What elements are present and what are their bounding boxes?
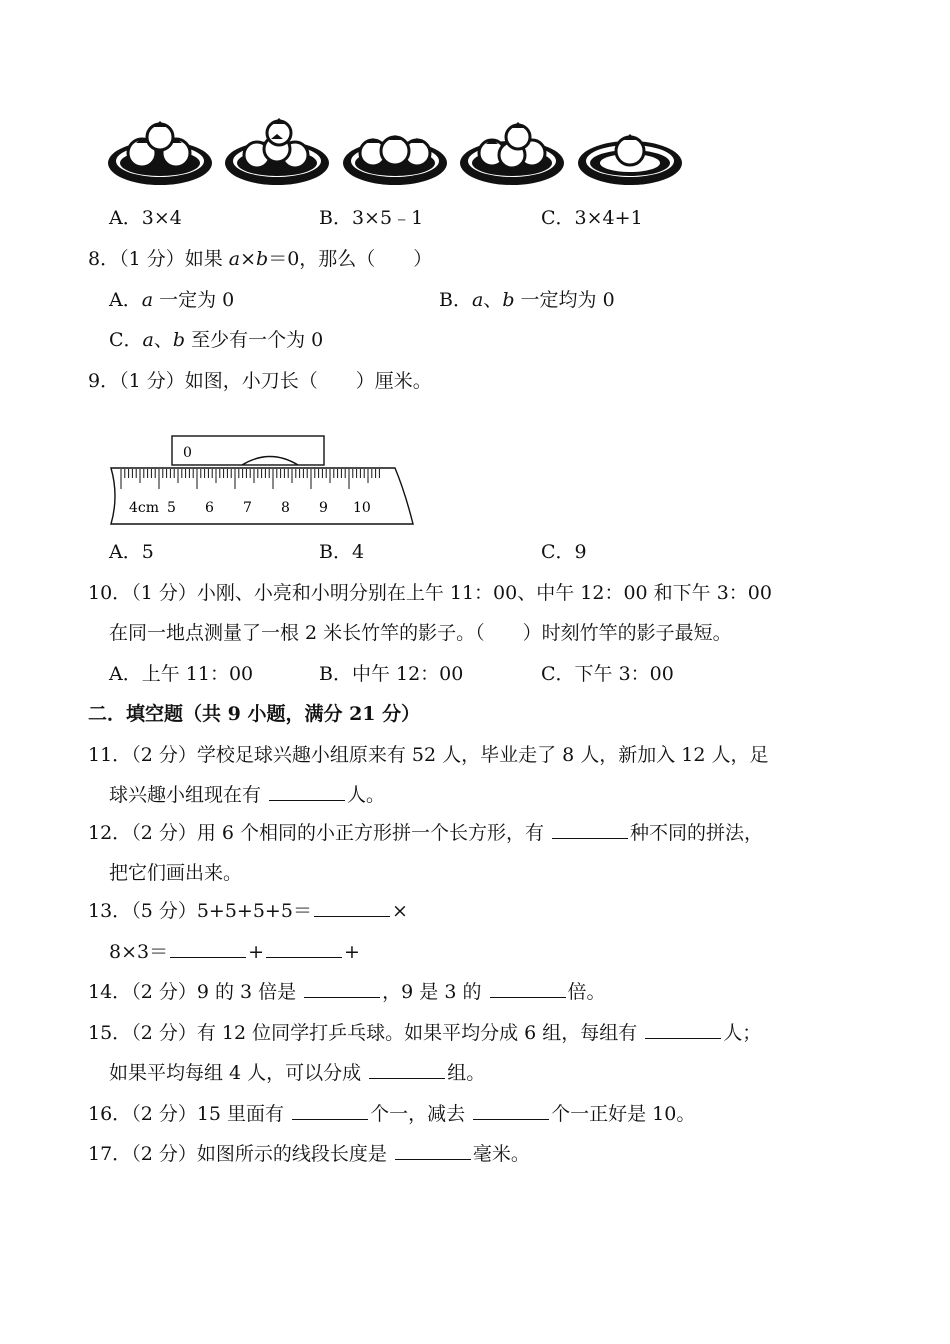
ruler-number-label: 9 [319,500,328,516]
q10-line1: 10．（1 分）小刚、小亮和小明分别在上午 11：00、中午 12：00 和下午 3：00 [88,582,772,604]
answer-blank[interactable] [292,1101,368,1120]
plate-1 [108,121,212,185]
q17-line: 17．（2 分）如图所示的线段长度是 毫米。 [88,1143,530,1165]
answer-blank[interactable] [552,820,628,839]
answer-blank[interactable] [490,979,566,998]
knife [172,436,324,465]
q7-option-a: A．3×4 [109,207,182,229]
q13-line1: 13．（5 分）5+5+5+5＝ × [88,900,408,922]
q15-line2: 如果平均每组 4 人，可以分成 组。 [109,1062,486,1084]
q10-option-b: B．中午 12：00 [319,663,464,685]
answer-blank[interactable] [395,1141,471,1160]
plate-5 [578,134,682,185]
q11-line2: 球兴趣小组现在有 人。 [109,784,386,806]
answer-blank[interactable] [266,939,342,958]
q7-option-c: C．3×4+1 [541,207,643,229]
answer-blank[interactable] [170,939,246,958]
answer-blank[interactable] [269,782,345,801]
ruler-number-label: 6 [205,500,214,516]
q10-option-a: A．上午 11：00 [109,663,254,685]
ruler-knife-figure [105,432,420,528]
q9-option-a: A．5 [109,541,154,563]
q12-line2: 把它们画出来。 [109,862,243,884]
q10-option-c: C．下午 3：00 [541,663,674,685]
q7-option-b: B．3×5﹣1 [319,207,424,229]
answer-blank[interactable] [645,1020,721,1039]
knife-label: 0 [183,445,192,461]
q8-option-b: B．a、b 一定均为 0 [439,289,615,311]
q9-stem: 9．（1 分）如图，小刀长（ ）厘米。 [88,370,432,392]
ruler-number-label: 5 [167,500,176,516]
q9-option-b: B．4 [319,541,365,563]
ruler-number-label: 10 [353,500,371,516]
plate-2 [225,118,329,185]
answer-blank[interactable] [304,979,380,998]
ruler-number-label: 8 [281,500,290,516]
plate-4 [460,122,564,185]
answer-blank[interactable] [314,898,390,917]
q8-stem: 8．（1 分）如果 a×b＝0，那么（ ） [88,248,433,270]
q8-option-a: A．a 一定为 0 [109,289,235,311]
q13-line2: 8×3＝ + + [109,941,360,963]
q12-line1: 12．（2 分）用 6 个相同的小正方形拼一个长方形，有 种不同的拼法， [88,822,764,844]
answer-blank[interactable] [473,1101,549,1120]
q15-line1: 15．（2 分）有 12 位同学打乒乓球。如果平均分成 6 组，每组有 人； [88,1022,762,1044]
ruler-unit-label: 4cm [129,500,160,516]
section-2-heading: 二．填空题（共 9 小题，满分 21 分） [88,703,421,725]
q8-option-c: C．a、b 至少有一个为 0 [109,329,324,351]
q9-option-c: C．9 [541,541,587,563]
ruler [111,468,413,524]
q16-line: 16．（2 分）15 里面有 个一，减去 个一正好是 10。 [88,1103,696,1125]
q11-line1: 11．（2 分）学校足球兴趣小组原来有 52 人，毕业走了 8 人，新加入 12 人，足 [88,744,769,766]
q14-line: 14．（2 分）9 的 3 倍是 ，9 是 3 的 倍。 [88,981,606,1003]
plate-3 [343,135,447,185]
bun-plates-figure [105,112,685,192]
ruler-number-label: 7 [243,500,252,516]
answer-blank[interactable] [369,1060,445,1079]
q10-line2: 在同一地点测量了一根 2 米长竹竿的影子。（ ）时刻竹竿的影子最短。 [109,622,732,644]
